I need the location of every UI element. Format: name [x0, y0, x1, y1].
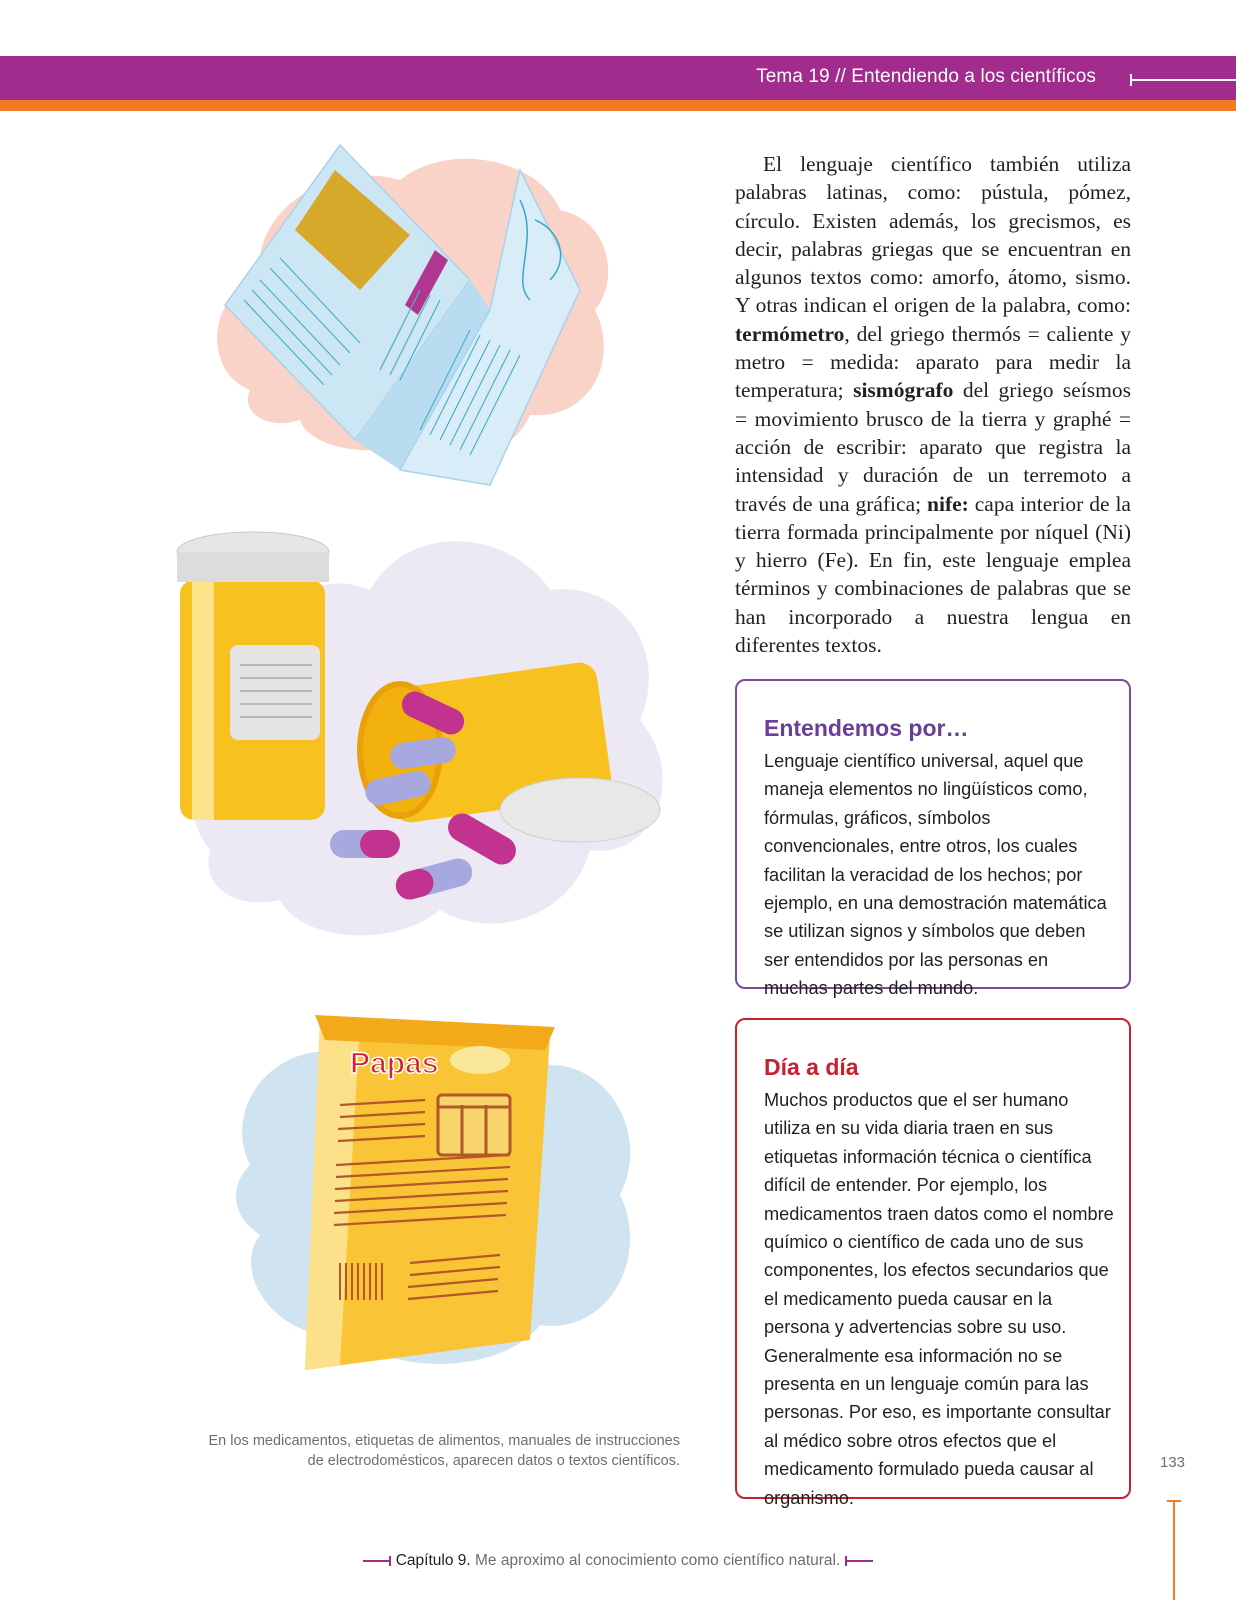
bag-nutrition-table: [438, 1095, 510, 1155]
page-number: 133: [1160, 1454, 1186, 1471]
definition-box-title: Entendemos por…: [764, 715, 969, 741]
definition-box: [735, 679, 1131, 999]
caption-line: En los medicamentos, etiquetas de alimentos, manuales de instrucciones: [208, 1433, 680, 1449]
main-paragraph: [735, 150, 1131, 659]
medicine-bottles-illustration: [170, 520, 690, 950]
paragraph-part: capa interior de la tierra formada principalmente por níquel (Ni) y hierro (Fe). En fin, este lenguaje emplea términos y combinaciones de palabras que se han incorporado a nuestra lengua en diferentes textos.: [735, 491, 1131, 658]
paragraph-part: , del griego thermós = caliente y metro = medida: aparato para medir la temperatura;: [735, 321, 1131, 403]
term-nife: nife:: [927, 491, 969, 516]
footer-left-marker: [363, 1560, 391, 1562]
term-sismografo: sismógrafo: [853, 378, 954, 403]
bottle-cap-side: [177, 552, 329, 582]
definition-box-text: Lenguaje científico universal, aquel que maneja elementos no lingüísticos como, fórmulas, gráficos, símbolos convencionales, entre otros, los cuales facilitan la veracidad de los hechos; por ejemplo, en una demostración matemática se utilizan signos y símbolos que deben ser entendidos por las personas en muchas partes del mundo.: [764, 751, 1107, 999]
bottle-shine: [192, 580, 214, 820]
header-rule: [1130, 79, 1236, 81]
footer-chapter-label: Capítulo 9.: [395, 1552, 471, 1569]
page-number-rule: [1173, 1500, 1175, 1600]
bottle-lid-on-table: [500, 778, 660, 842]
term-termometro: termómetro: [735, 321, 845, 346]
caption-line: de electrodomésticos, aparecen datos o textos científicos.: [307, 1453, 680, 1469]
paragraph-part: El lenguaje científico también utiliza palabras latinas, como: pústula, pómez, círculo. Existen además, los grecismos, es decir, palabras griegas que se encuentran en algunos textos como: amorfo, átomo, sismo. Y otras indican el origen de la palabra, como:: [735, 152, 1131, 318]
daily-life-box-title: Día a día: [764, 1054, 859, 1080]
daily-life-box-text: Muchos productos que el ser humano utiliza en su vida diaria traen en sus etiquetas información técnica o científica difícil de entender. Por ejemplo, los medicamentos traen datos como el nombre químico o científico de cada uno de sus componentes, los efectos secundarios que el medicamento pueda causar en la persona y advertencias sobre su uso. Generalmente esa información no se presenta en un lenguaje común para las personas. Por eso, es importante consultar al médico sobre otros efectos que el medicamento formulado pueda causar al organismo.: [764, 1090, 1114, 1508]
bottle-label: [230, 645, 320, 740]
bag-brand-label: Papas: [350, 1047, 439, 1080]
paragraph-part: del griego seísmos = movimiento brusco de la tierra y graphé = acción de escribir: aparato que registra la intensidad y duración de un terremoto a través de una gráfica;: [735, 378, 1131, 516]
footer-chapter-title: Me aproximo al conocimiento como científico natural.: [470, 1552, 841, 1569]
footer-right-marker: [845, 1560, 873, 1562]
header-accent-stripe: [0, 100, 1236, 111]
daily-life-box: [735, 1018, 1131, 1508]
folded-document-illustration: [190, 140, 630, 495]
bag-chip-graphic: [450, 1046, 510, 1074]
illustration-caption: [140, 1431, 680, 1471]
chips-bag-illustration: [210, 1015, 650, 1390]
chapter-footer: [0, 1552, 1236, 1570]
topic-title: Tema 19 // Entendiendo a los científicos: [756, 66, 1096, 87]
